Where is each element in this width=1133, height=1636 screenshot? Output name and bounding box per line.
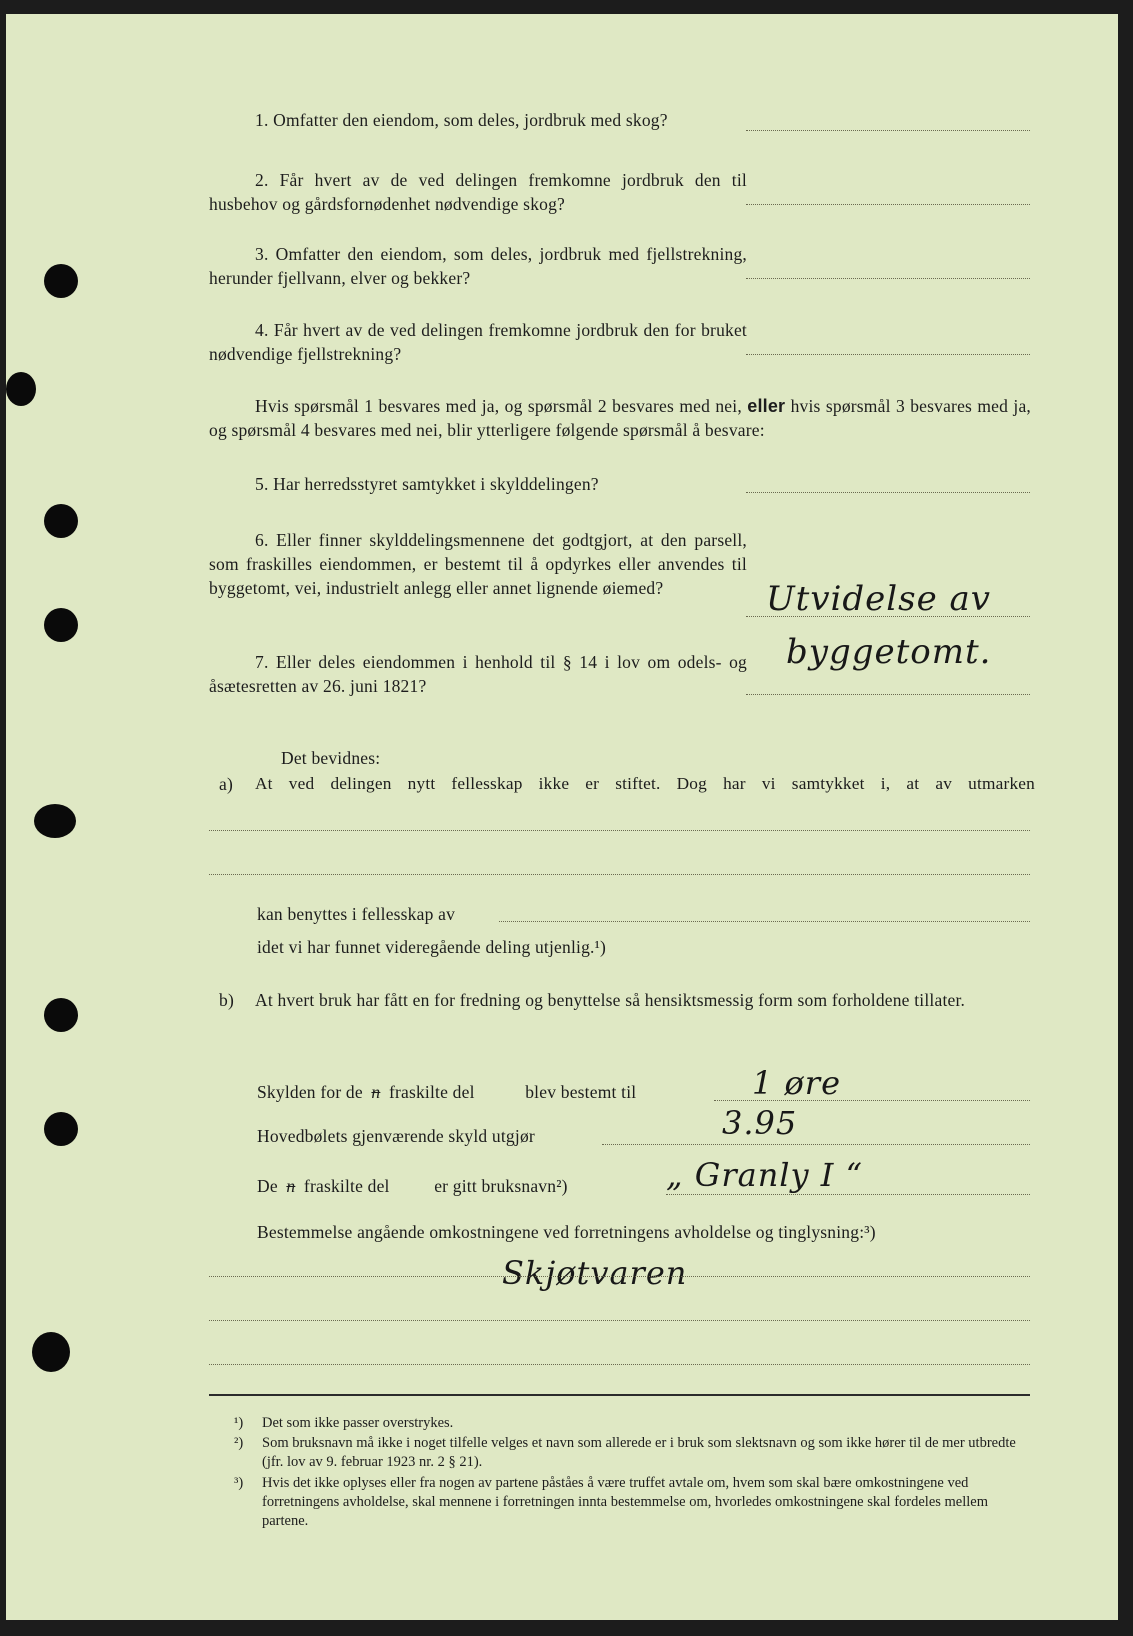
skylden-strike: n — [371, 1082, 381, 1102]
deling-line: idet vi har funnet videregående deling utjenlig.¹) — [257, 937, 607, 957]
bruksnavn-suffix: er gitt bruksnavn²) — [434, 1176, 568, 1196]
form-page — [6, 14, 1118, 1620]
footnote-divider — [209, 1394, 1030, 1396]
handwritten-answer-6-line-1: Utvidelse av — [766, 579, 992, 619]
answer-line-4 — [746, 354, 1030, 355]
question-number: 3. — [255, 244, 269, 264]
skylden-row — [257, 1080, 636, 1104]
question-number: 4. — [255, 320, 269, 340]
question-number: 7. — [255, 652, 269, 672]
hovedbolet-label: Hovedbølets gjenværende skyld utgjør — [257, 1126, 535, 1146]
bruksnavn-row — [257, 1174, 568, 1198]
bestemmelse-line-2 — [209, 1320, 1030, 1321]
question-text: Omfatter den eiendom, som deles, jordbruk med fjellstrekning, herunder fjellvann, elver og bekker? — [209, 244, 748, 288]
footnote-mark: ²) — [234, 1435, 244, 1451]
item-b-label: b) — [219, 990, 234, 1010]
condition-paragraph — [209, 394, 1031, 442]
question-number: 5. — [255, 474, 269, 494]
bruksnavn-prefix: De — [257, 1176, 278, 1196]
binder-hole — [44, 1112, 78, 1146]
handwritten-hovedbolet-value: 3.95 — [722, 1104, 798, 1142]
hovedbolet-answer-line — [602, 1144, 1030, 1145]
handwritten-bestemmelse-value: Skjøtvaren — [502, 1254, 688, 1292]
question-text: Omfatter den eiendom, som deles, jordbruk med skog? — [273, 110, 668, 130]
question-text: Får hvert av de ved delingen fremkomne jordbruk den til husbehov og gårdsfornødenhet nødvendige skog? — [209, 170, 747, 214]
footnote-mark: ³) — [234, 1475, 244, 1491]
binder-hole — [44, 998, 78, 1032]
bestemmelse-line-1 — [209, 1276, 1030, 1277]
footnote-text: Hvis det ikke oplyses eller fra nogen av partene påståes å være truffet avtale om, hvem som skal bære omkostningene ved forretningens avholdelse, skal mennene i forretningen innta bestemmelse om, hvorledes omkostningene skal fordeles mellem partene. — [262, 1475, 989, 1529]
bruksnavn-strike: n — [286, 1176, 296, 1196]
question-text: Eller finner skylddelingsmennene det godtgjort, at den parsell, som fraskilles eiendommen, er bestemt til å opdyrkes eller anvendes til byggetomt, vei, industrielt anlegg eller annet lignende øiemed? — [209, 530, 747, 598]
footnote-1 — [234, 1414, 1030, 1433]
handwritten-bruksnavn-value: „ Granly I “ — [666, 1156, 863, 1194]
footnote-3 — [234, 1474, 1030, 1531]
skylden-middle: fraskilte del — [388, 1082, 475, 1102]
skylden-suffix: blev bestemt til — [525, 1082, 637, 1102]
bruksnavn-middle: fraskilte del — [303, 1176, 390, 1196]
question-3 — [209, 242, 747, 290]
bestemmelse-line-3 — [209, 1364, 1030, 1365]
footnote-text: Det som ikke passer overstrykes. — [262, 1415, 454, 1431]
question-1 — [209, 108, 769, 132]
fellesskap-answer-line — [499, 921, 1030, 922]
answer-line-3 — [746, 278, 1030, 279]
binder-hole — [32, 1332, 70, 1372]
item-a-blank-line-1 — [209, 830, 1030, 831]
condition-text: Hvis spørsmål 1 besvares med ja, og spørsmål 2 besvares med nei, — [255, 396, 742, 416]
answer-line-2 — [746, 204, 1030, 205]
answer-line-5 — [746, 492, 1030, 493]
skylden-prefix: Skylden for de — [257, 1082, 363, 1102]
question-text: Har herredsstyret samtykket i skylddelingen? — [273, 474, 599, 494]
question-text: Får hvert av de ved delingen fremkomne jordbruk den for bruket nødvendige fjellstrekning? — [209, 320, 747, 364]
det-bevidnes-heading: Det bevidnes: — [281, 748, 381, 768]
item-b-text: At hvert bruk har fått en for fredning og benyttelse så hensiktsmessig form som forholdene tillater. — [255, 990, 966, 1010]
skylden-answer-line — [714, 1100, 1030, 1101]
binder-hole — [6, 372, 36, 406]
question-text: Eller deles eiendommen i henhold til § 14 i lov om odels- og åsætesretten av 26. juni 1821? — [209, 652, 747, 696]
question-7 — [209, 650, 747, 698]
item-a-blank-line-2 — [209, 874, 1030, 875]
question-5 — [209, 472, 747, 496]
question-2 — [209, 168, 747, 216]
answer-line-1 — [746, 130, 1030, 131]
bruksnavn-answer-line — [666, 1194, 1030, 1195]
answer-line-6 — [746, 616, 1030, 617]
binder-hole — [44, 264, 78, 298]
footnote-mark: ¹) — [234, 1415, 244, 1431]
handwritten-answer-6-line-2: byggetomt. — [786, 632, 992, 672]
bestemmelse-label: Bestemmelse angående omkostningene ved forretningens avholdelse og tinglysning:³) — [257, 1222, 876, 1242]
item-a-label: a) — [219, 774, 233, 794]
footnote-2 — [234, 1434, 1030, 1472]
condition-text: hvis spørsmål 3 besvares med ja, og spørsmål 4 besvares med nei, blir ytterligere følgende spørsmål å besvare: — [209, 396, 1031, 440]
question-4 — [209, 318, 747, 366]
question-number: 6. — [255, 530, 269, 550]
handwritten-skylden-value: 1 øre — [752, 1064, 842, 1102]
condition-emphasis: eller — [747, 396, 786, 416]
footnote-text: Som bruksnavn må ikke i noget tilfelle velges et navn som allerede er i bruk som slektsnavn og som ikke hører til de mer utbredte (jfr. lov av 9. februar 1923 nr. 2 § 21). — [262, 1435, 1016, 1470]
item-a-text: At ved delingen nytt fellesskap ikke er stiftet. Dog har vi samtykket i, at av utmarken — [255, 774, 1035, 793]
question-number: 2. — [255, 170, 269, 190]
binder-hole — [34, 804, 76, 838]
question-number: 1. — [255, 110, 269, 130]
binder-hole — [44, 608, 78, 642]
fellesskap-label: kan benyttes i fellesskap av — [257, 904, 456, 924]
binder-hole — [44, 504, 78, 538]
answer-line-7 — [746, 694, 1030, 695]
question-6 — [209, 528, 747, 600]
